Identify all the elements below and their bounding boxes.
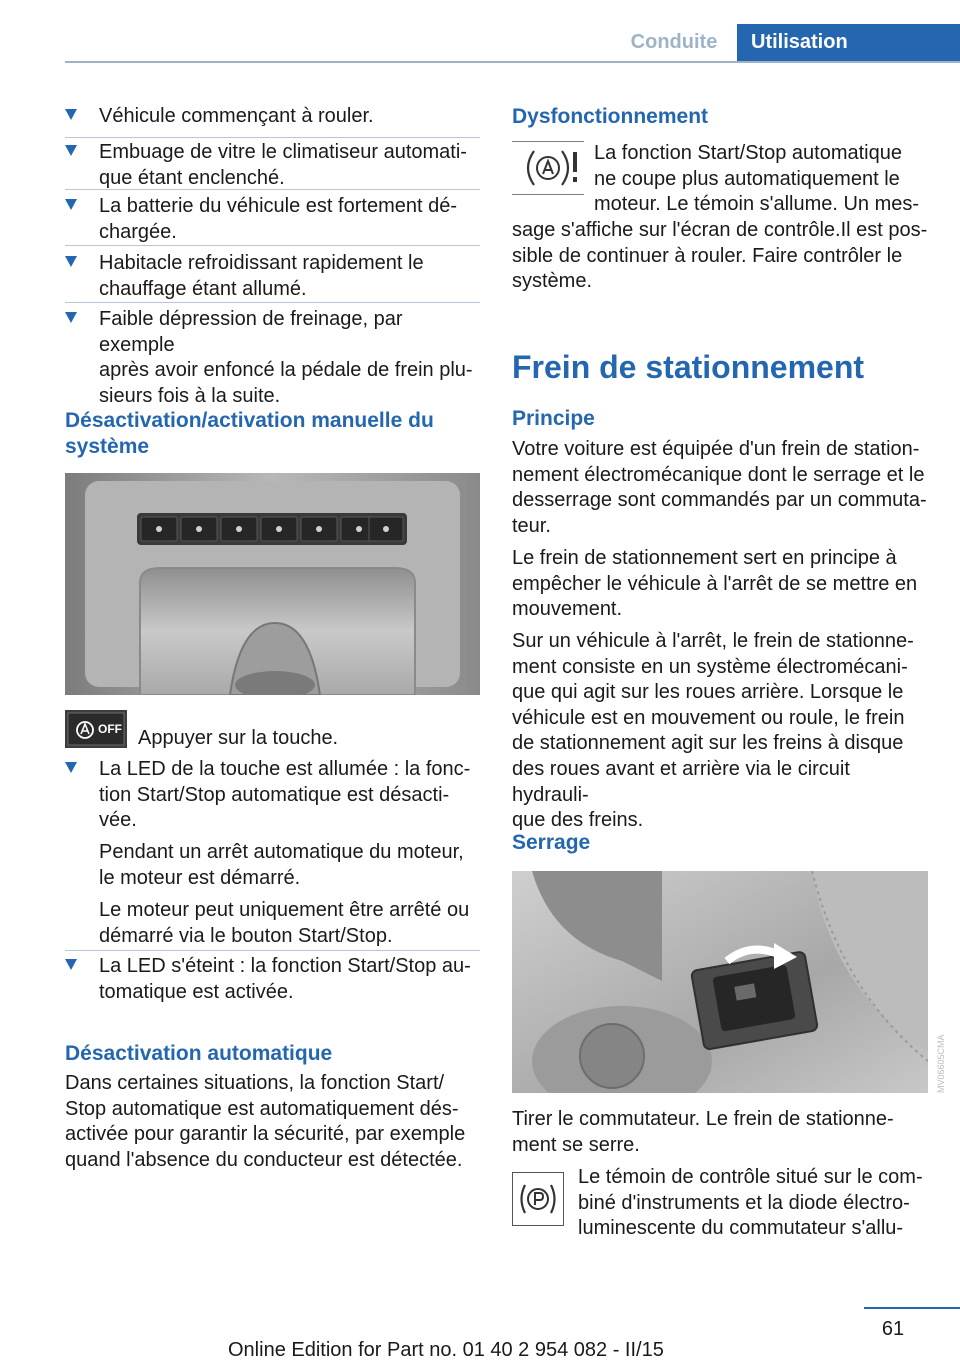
apply-text: Tirer le commutateur. Le frein de stationne‐ ment se serre. bbox=[512, 1108, 894, 1156]
triangle-bullet-icon bbox=[65, 762, 77, 773]
triangle-bullet-icon bbox=[65, 959, 77, 970]
triangle-bullet-icon bbox=[65, 199, 77, 210]
indicator-text: Le témoin de contrôle situé sur le com‐ biné d'instruments et la diode électro‐ luminescente du commutateur s'allu‐ bbox=[578, 1166, 923, 1240]
list-item: Habitacle refroidissant rapidement le chauffage étant allumé. bbox=[65, 251, 480, 302]
console-photo bbox=[65, 473, 480, 695]
heading-malfunction: Dysfonctionnement bbox=[512, 105, 709, 128]
footer-divider bbox=[864, 1307, 960, 1309]
header-divider bbox=[65, 61, 960, 63]
heading-apply: Serrage bbox=[512, 831, 591, 854]
press-key-text: Appuyer sur la touche. bbox=[138, 727, 339, 749]
list-item: La batterie du véhicule est fortement dé‐ chargée. bbox=[65, 194, 480, 245]
list-item: Faible dépression de freinage, par exemple après avoir enfoncé la pédale de frein plu‐ sieurs fois à la suite. bbox=[65, 307, 480, 409]
triangle-bullet-icon bbox=[65, 256, 77, 267]
photo-code: MV06605CMA bbox=[936, 1034, 946, 1093]
parking-brake-switch-photo bbox=[512, 871, 928, 1093]
header-tab-utilisation[interactable]: Utilisation bbox=[737, 24, 960, 61]
header-tab-conduite[interactable]: Conduite bbox=[630, 31, 718, 53]
heading-auto-deactivation: Désactivation automatique bbox=[65, 1042, 333, 1065]
heading-manual-toggle: Désactivation/activation manuelle du système bbox=[65, 409, 434, 458]
triangle-bullet-icon bbox=[65, 109, 77, 120]
malfunction-text-continued: sage s'affiche sur l'écran de contrôle.Il est pos‐ sible de continuer à rouler. Faire contrôler le système. bbox=[512, 219, 928, 293]
auto-deactivation-text: Dans certaines situations, la fonction Start/ Stop automatique est automatiquement dés‐ activée pour garantir la sécurité, par exemple quand l'absence du conducteur est détectée. bbox=[65, 1072, 466, 1171]
heading-principle: Principe bbox=[512, 407, 595, 430]
list-divider bbox=[65, 189, 480, 190]
principle-paragraph: Sur un véhicule à l'arrêt, le frein de stationne‐ ment consiste en un système électromécani‐ que qui agit sur les roues arrière. Lorsque le véhicule est en mouvement ou roule, le frein de stationnement agit sur les freins à disque des roues avant et arrière via le circuit hydrauli‐ que des freins. bbox=[512, 630, 914, 832]
list-item: La LED de la touche est allumée : la fonc‐ tion Start/Stop automatique est désacti‐ vée. bbox=[65, 757, 480, 834]
page-number: 61 bbox=[881, 1318, 905, 1340]
triangle-bullet-icon bbox=[65, 145, 77, 156]
footer-edition: Online Edition for Part no. 01 40 2 954 082 - II/15 bbox=[228, 1339, 664, 1361]
list-divider bbox=[65, 950, 480, 951]
list-divider bbox=[65, 302, 480, 303]
heading-parking-brake: Frein de stationnement bbox=[512, 349, 865, 385]
led-on-paragraph: Pendant un arrêt automatique du moteur, le moteur est démarré. bbox=[99, 841, 464, 889]
list-item: Véhicule commençant à rouler. bbox=[65, 104, 480, 130]
list-item: Embuage de vitre le climatiseur automati‐ que étant enclenché. bbox=[65, 140, 480, 191]
parking-brake-indicator-icon bbox=[512, 1172, 564, 1226]
led-on-paragraph: Le moteur peut uniquement être arrêté ou démarré via le bouton Start/Stop. bbox=[99, 899, 470, 947]
warning-indicator-icon bbox=[512, 141, 584, 195]
malfunction-text: La fonction Start/Stop automatique ne coupe plus automatiquement le moteur. Le témoin s'allume. Un mes‐ bbox=[594, 142, 920, 216]
principle-paragraph: Le frein de stationnement sert en principe à empêcher le véhicule à l'arrêt de se mettre en mouvement. bbox=[512, 547, 918, 621]
list-divider bbox=[65, 137, 480, 138]
list-divider bbox=[65, 245, 480, 246]
triangle-bullet-icon bbox=[65, 312, 77, 323]
list-item: La LED s'éteint : la fonction Start/Stop au‐ tomatique est activée. bbox=[65, 954, 480, 1005]
start-stop-off-key-icon: OFF bbox=[65, 710, 127, 748]
principle-paragraph: Votre voiture est équipée d'un frein de station‐ nement électromécanique dont le serrage et le desserrage sont commandés par un commuta‐ teur. bbox=[512, 438, 927, 537]
